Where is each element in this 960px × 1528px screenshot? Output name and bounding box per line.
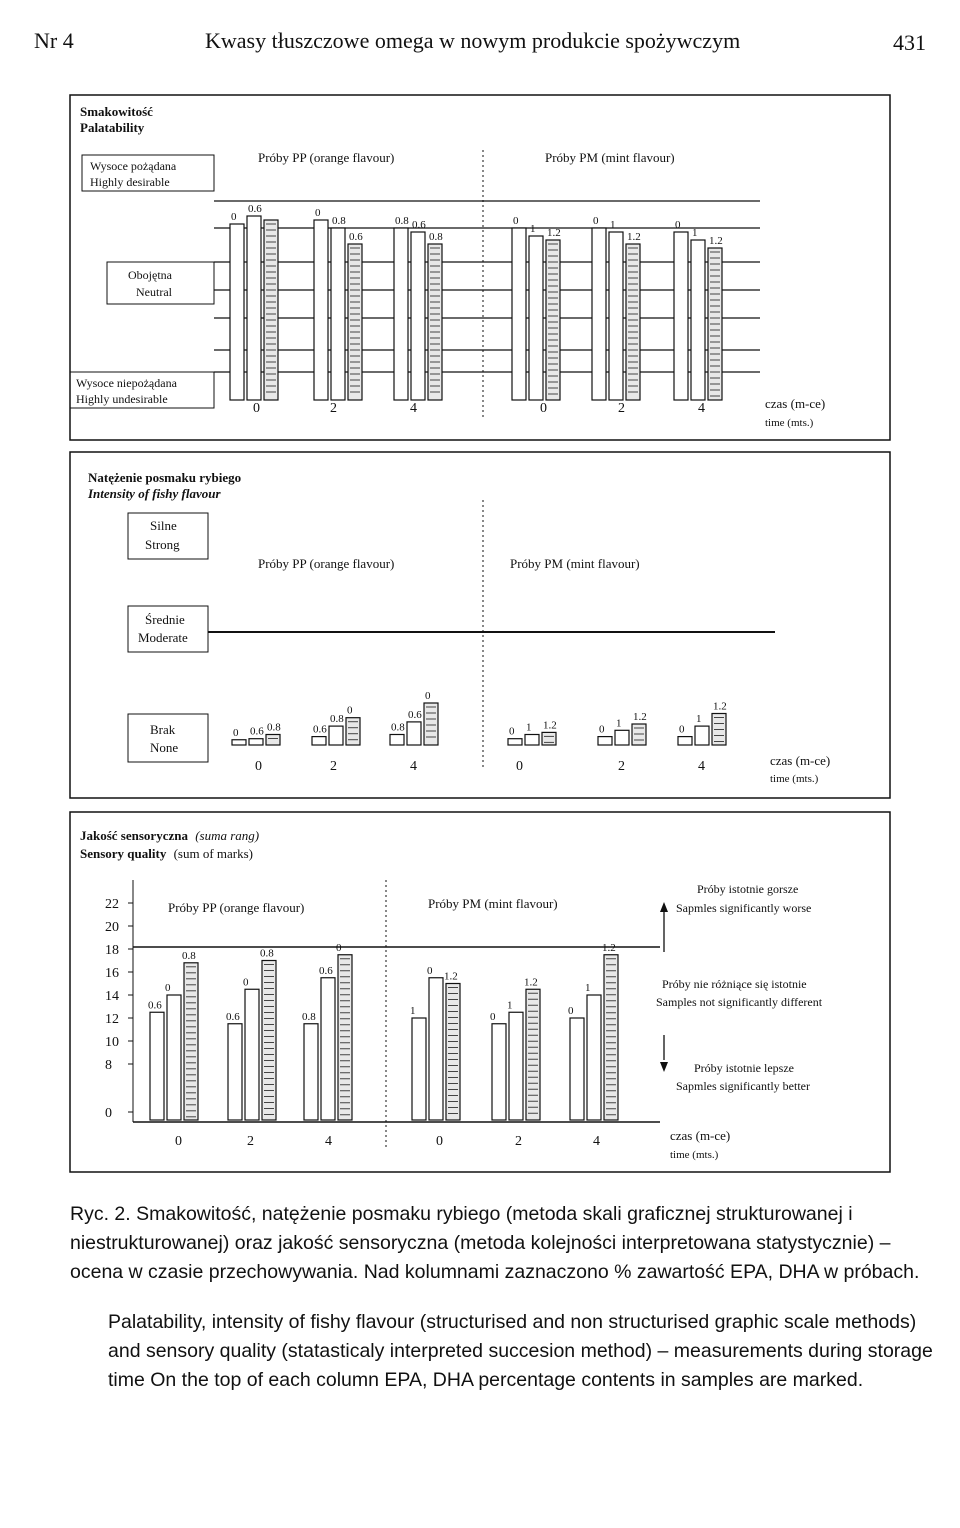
legend-same-pl: Próby nie różniące się istotnie	[662, 977, 807, 991]
panel3-bar-label: 0	[427, 964, 433, 977]
panel3-ytick-label: 12	[105, 1012, 119, 1027]
panel2-subtitle: Intensity of fishy flavour	[88, 486, 221, 501]
panel2-bar-label: 0	[233, 726, 239, 739]
panel3-bar-label: 0	[568, 1005, 574, 1017]
scale-neutral-en: Neutral	[136, 285, 172, 299]
panel2-tick-pp-0: 0	[255, 759, 262, 774]
panel2-bar-label: 1.2	[633, 711, 647, 723]
running-title: Kwasy tłuszczowe omega w nowym produkcie spożywczym	[205, 28, 741, 53]
panel3-bar-label: 1.2	[524, 976, 538, 989]
panel3-title-line	[80, 828, 259, 843]
panel3-subtitle-note: (sum of marks)	[173, 846, 254, 861]
panel3-bar-label: 1	[507, 999, 513, 1012]
panel1-bar-label: 1.2	[709, 235, 723, 247]
panel1-bar	[314, 220, 328, 400]
figure-caption-polish	[70, 1200, 930, 1287]
scale-low-en: Highly undesirable	[76, 392, 168, 406]
panel2-bar	[525, 735, 539, 746]
panel2-bar-label: 0	[679, 723, 685, 736]
panel1-bar	[529, 236, 543, 400]
panel3-tick-pp-2: 2	[247, 1134, 254, 1149]
panel2-bar	[598, 737, 612, 745]
panel3-bar-label: 0	[243, 976, 249, 989]
panel2-bar-label: 1	[616, 717, 622, 730]
panel3-bar-label: 1	[410, 1005, 416, 1017]
panel3-bar	[412, 1018, 426, 1120]
panel3-bar	[509, 1012, 523, 1120]
panel3-bar	[228, 1024, 242, 1120]
panel3-bar	[492, 1024, 506, 1120]
panel3-group-pp: Próby PP (orange flavour)	[168, 900, 305, 915]
panel2-bar	[508, 739, 522, 745]
panel1-bar	[331, 228, 345, 400]
panel1-bar-label: 0.8	[395, 215, 409, 227]
panel3-bar-label: 1.2	[602, 941, 616, 954]
scale-high-pl: Wysoce pożądana	[90, 159, 177, 173]
panel1-bar	[348, 244, 362, 400]
panel3-bar-label: 0	[490, 1010, 496, 1023]
scale-neutral-pl: Obojętna	[128, 268, 172, 282]
panel2-group-pm: Próby PM (mint flavour)	[510, 556, 640, 571]
panel1-bar	[609, 232, 623, 400]
panel1-bar-label: 1.2	[547, 227, 561, 239]
panel3-group-pm: Próby PM (mint flavour)	[428, 896, 558, 911]
figure-caption-english: Palatability, intensity of fishy flavour (structurised and non structurised graphic scale methods) and sensory quality (statasticaly interpreted succesion method) – measurements during storage time On the top of each column EPA, DHA percentage contents in samples are marked.	[108, 1311, 933, 1391]
panel1-bar	[674, 232, 688, 400]
panel1-bar	[394, 228, 408, 400]
panel3-bar-label: 0	[336, 941, 342, 954]
panel3-bar	[604, 955, 618, 1120]
panel2-tick-pm-0: 0	[516, 759, 523, 774]
palatability-panel	[70, 95, 890, 440]
panel3-bar-label: 1.2	[444, 970, 458, 983]
panel2-tick-pm-2: 2	[618, 759, 625, 774]
page-number: 431	[893, 30, 926, 55]
panel2-bar	[232, 740, 246, 745]
panel3-bar	[570, 1018, 584, 1120]
panel1-bar	[247, 216, 261, 400]
panel3-bar	[446, 984, 460, 1121]
panel2-bar-label: 1.2	[713, 700, 727, 713]
panel2-tick-pp-2: 2	[330, 759, 337, 774]
panel2-bar	[542, 732, 556, 745]
panel3-bar-label: 0.6	[148, 999, 162, 1012]
panel1-bar-label: 0.8	[332, 215, 346, 227]
panel2-bar-label: 0.8	[330, 713, 344, 726]
panel3-bar	[338, 955, 352, 1120]
panel2-tick-pp-4: 4	[410, 759, 417, 774]
caption-label: Ryc. 2.	[70, 1203, 131, 1225]
legend-better-pl: Próby istotnie lepsze	[694, 1061, 794, 1075]
legend-same-en: Samples not significantly different	[656, 995, 823, 1009]
panel2-bar	[678, 737, 692, 745]
panel2-xlabel-en: time (mts.)	[770, 773, 819, 785]
panel2-bar	[424, 703, 438, 745]
panel3-bar	[321, 978, 335, 1120]
panel3-tick-pm-4: 4	[593, 1134, 600, 1149]
panel3-tick-pm-2: 2	[515, 1134, 522, 1149]
panel1-bar	[626, 244, 640, 400]
legend-better-en: Sapmles significantly better	[676, 1079, 810, 1093]
panel3-bar	[587, 995, 601, 1120]
panel3-ytick-label: 14	[105, 989, 119, 1004]
panel1-bar-label: 0.8	[429, 231, 443, 243]
panel3-bar-label: 1	[585, 982, 591, 994]
panel2-bar-label: 0.6	[408, 708, 422, 721]
scale-low-pl: Wysoce niepożądana	[76, 376, 177, 390]
panel1-bar	[428, 244, 442, 400]
panel2-bar	[695, 726, 709, 745]
panel1-bar-label: 0	[513, 215, 519, 227]
panel1-bar-label: 0.6	[349, 231, 363, 243]
panel3-title: Jakość sensoryczna	[80, 828, 188, 843]
panel1-tick-pm-4: 4	[698, 401, 705, 416]
panel3-bar-label: 0.8	[302, 1010, 316, 1023]
panel3-bar-label: 0.8	[260, 947, 274, 960]
panel3-ytick-label: 20	[105, 920, 119, 935]
panel2-bar-label: 0	[425, 690, 431, 702]
caption-text-pl: Smakowitość, natężenie posmaku rybiego (metoda skali graficznej strukturowanej i niestrukturowanej) oraz jakość sensoryczna (metoda kolejności interpretowana statystycznie) – ocena w czasie przechowywania. Nad kolumnami zaznaczono % zawartość EPA, DHA w próbach.	[70, 1203, 920, 1283]
panel3-ytick-label: 0	[105, 1106, 112, 1121]
panel1-bar	[592, 228, 606, 400]
panel1-tick-pp-0: 0	[253, 401, 260, 416]
panel1-group-pm: Próby PM (mint flavour)	[545, 150, 675, 165]
fishy-flavour-panel	[70, 452, 890, 798]
panel2-bar	[615, 730, 629, 745]
panel3-bars	[148, 942, 618, 1120]
panel2-tick-pm-4: 4	[698, 759, 705, 774]
panel1-bar-label: 0.6	[248, 203, 262, 215]
legend-worse-en: Sapmles significantly worse	[676, 901, 812, 915]
panel3-bar	[184, 963, 198, 1120]
arrow-up-icon	[660, 902, 668, 912]
panel1-bar-label: 0.6	[412, 219, 426, 231]
panel2-bar-label: 1	[696, 713, 702, 726]
panel3-ytick-label: 16	[105, 966, 119, 981]
panel3-bar-label: 0.8	[182, 949, 196, 962]
panel1-title: Smakowitość	[80, 104, 153, 119]
panel1-xlabel: czas (m-ce)	[765, 396, 826, 411]
panel3-ytick-label: 8	[105, 1058, 112, 1073]
panel3-ytick-label: 18	[105, 943, 119, 958]
panel1-bar-label: 1	[692, 227, 698, 239]
panel2-bar	[312, 737, 326, 745]
scale-none-en: None	[150, 740, 179, 755]
panel1-bar	[512, 228, 526, 400]
panel3-subtitle: Sensory quality	[80, 846, 167, 861]
page-section-number: Nr 4	[34, 28, 74, 53]
panel1-subtitle: Palatability	[80, 120, 145, 135]
panel3-bar	[429, 978, 443, 1120]
scale-strong-en: Strong	[145, 537, 180, 552]
scale-strong-pl: Silne	[150, 518, 177, 533]
panel3-tick-pm-0: 0	[436, 1134, 443, 1149]
panel1-bar	[230, 224, 244, 400]
panel3-bar	[245, 989, 259, 1120]
panel3-bar	[304, 1024, 318, 1120]
panel1-bar-label: 0	[675, 219, 681, 231]
panel3-bar-label: 0	[165, 982, 171, 994]
scale-moderate-en: Moderate	[138, 630, 188, 645]
panel3-tick-pp-0: 0	[175, 1134, 182, 1149]
panel1-bar-label: 1.2	[627, 231, 641, 243]
scale-moderate-pl: Średnie	[145, 612, 185, 627]
panel2-bar	[390, 735, 404, 746]
panel2-xlabel: czas (m-ce)	[770, 753, 831, 768]
panel3-bar	[150, 1012, 164, 1120]
panel3-ytick-label: 22	[105, 897, 119, 912]
panel1-tick-pp-2: 2	[330, 401, 337, 416]
panel3-bar-label: 0.6	[319, 964, 333, 977]
scale-none-pl: Brak	[150, 722, 176, 737]
panel1-bar-label: 0	[315, 207, 321, 219]
panel1-bar	[411, 232, 425, 400]
panel2-group-pp: Próby PP (orange flavour)	[258, 556, 395, 571]
panel2-bar	[407, 722, 421, 745]
panel2-title: Natężenie posmaku rybiego	[88, 470, 242, 485]
panel1-bar-label: 1	[530, 223, 536, 235]
panel1-bar-label: 0	[593, 215, 599, 227]
panel1-tick-pm-0: 0	[540, 401, 547, 416]
panel2-bar-label: 0.8	[267, 721, 281, 734]
panel3-bar	[167, 995, 181, 1120]
sensory-quality-panel	[70, 812, 890, 1172]
panel1-bar	[264, 220, 278, 400]
panel3-subtitle-line	[80, 846, 253, 861]
panel3-ytick-label: 10	[105, 1035, 119, 1050]
panel3-xlabel-en: time (mts.)	[670, 1149, 719, 1161]
panel1-bar	[691, 240, 705, 400]
panel3-yticks	[105, 897, 133, 1121]
panel1-tick-pp-4: 4	[410, 401, 417, 416]
panel1-tick-pm-2: 2	[618, 401, 625, 416]
arrow-down-icon	[660, 1062, 668, 1072]
panel2-bar-label: 0.6	[313, 723, 327, 736]
panel3-title-note: (suma rang)	[195, 828, 260, 843]
panel1-bars	[230, 203, 723, 400]
panel3-xlabel: czas (m-ce)	[670, 1128, 731, 1143]
panel2-bar-label: 0.8	[391, 721, 405, 734]
panel3-tick-pp-4: 4	[325, 1134, 332, 1149]
panel3-bar-label: 0.6	[226, 1010, 240, 1023]
panel2-bar-label: 1.2	[543, 719, 557, 732]
panel1-bar-label: 1	[610, 219, 616, 231]
scale-high-en: Highly desirable	[90, 175, 170, 189]
panel2-bar-label: 0.6	[250, 725, 264, 738]
panel2-bar	[329, 726, 343, 745]
panel3-bar	[526, 989, 540, 1120]
panel2-bar	[249, 739, 263, 745]
legend-worse-pl: Próby istotnie gorsze	[697, 882, 799, 896]
panel2-bar-label: 0	[347, 704, 353, 717]
panel1-xlabel-en: time (mts.)	[765, 417, 814, 429]
panel2-bars	[232, 690, 727, 745]
panel2-bar-label: 0	[599, 723, 605, 736]
panel1-group-pp: Próby PP (orange flavour)	[258, 150, 395, 165]
panel2-bar-label: 1	[526, 721, 532, 734]
panel2-bar-label: 0	[509, 725, 515, 738]
panel1-bar-label: 0	[231, 211, 237, 223]
panel2-bar	[266, 735, 280, 746]
